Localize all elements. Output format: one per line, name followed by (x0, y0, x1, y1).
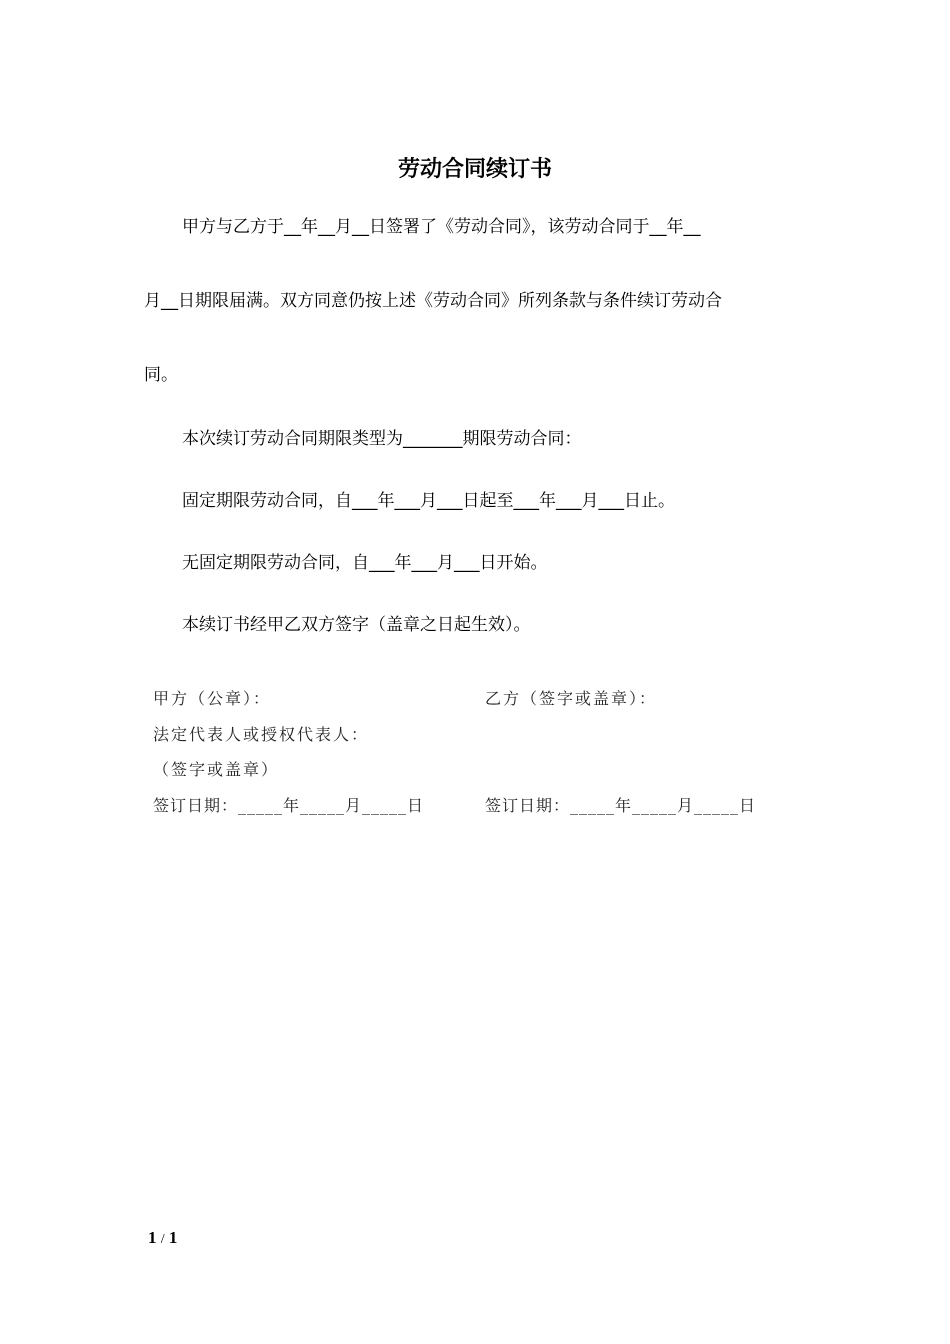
party-b-sign-date: 签订日期：_____年_____月_____日 (485, 796, 757, 815)
paragraph-fixed-term: 固定期限劳动合同，自___年___月___日起至___年___月___日止。 (182, 491, 675, 511)
paragraph-term-type: 本次续订劳动合同期限类型为_______期限劳动合同： (182, 429, 582, 449)
paragraph-effective: 本续订书经甲乙双方签字（盖章之日起生效）。 (182, 615, 531, 635)
page-current: 1 (148, 1228, 157, 1247)
party-a-seal-label: 甲方（公章）： (153, 689, 272, 708)
representative-label: 法定代表人或授权代表人： (153, 725, 370, 744)
party-b-sign-label: 乙方（签字或盖章）： (485, 689, 658, 708)
page-total: 1 (168, 1228, 178, 1247)
sign-or-seal-label: （签字或盖章） (153, 760, 280, 779)
paragraph-1-line-1: 甲方与乙方于__年__月__日签署了《劳动合同》，该劳动合同于__年__ (182, 217, 701, 237)
document-title: 劳动合同续订书 (397, 157, 552, 182)
page-separator: / (160, 1232, 165, 1247)
paragraph-1-line-3: 同。 (144, 365, 178, 385)
paragraph-open-term: 无固定期限劳动合同，自___年___月___日开始。 (182, 553, 548, 573)
party-a-sign-date: 签订日期：_____年_____月_____日 (153, 796, 425, 815)
paragraph-1-line-2: 月__日期限届满。双方同意仍按上述《劳动合同》所列条款与条件续订劳动合 (144, 291, 722, 311)
page-number (148, 1228, 177, 1248)
